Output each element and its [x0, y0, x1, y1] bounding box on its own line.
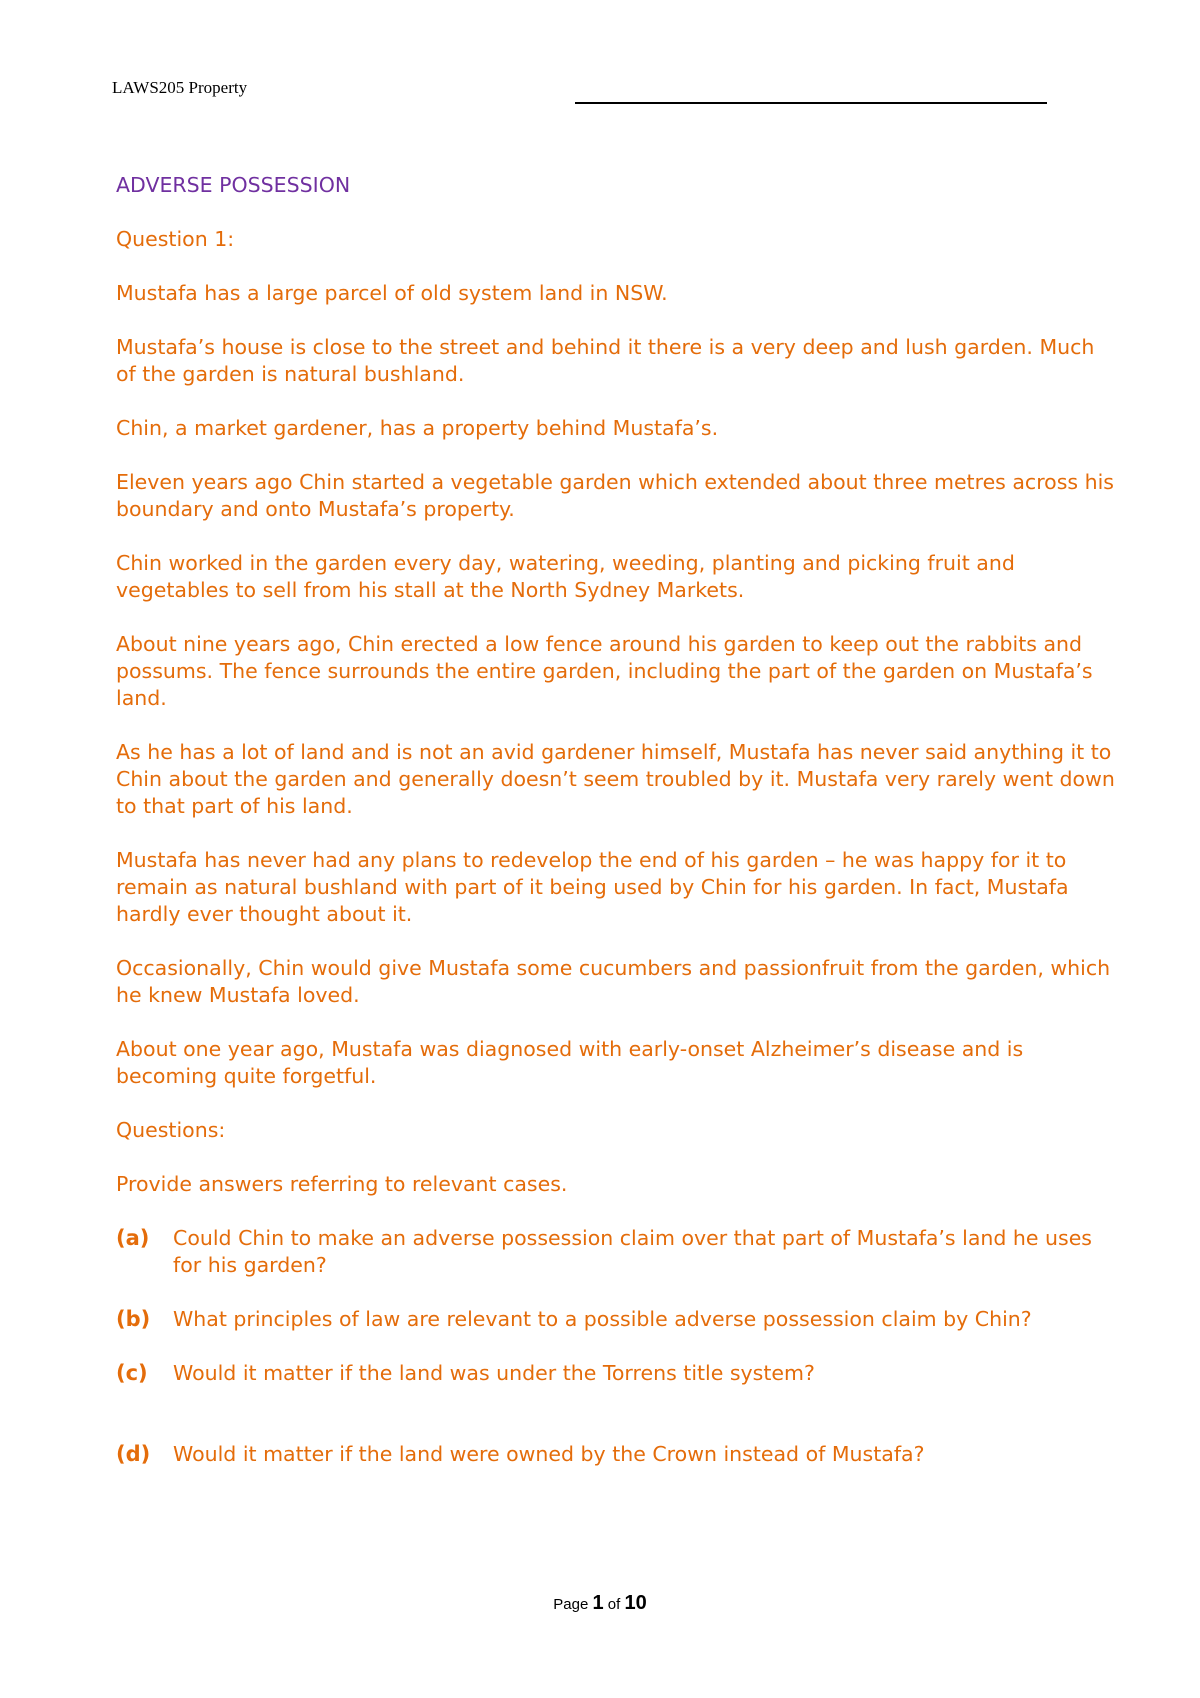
document-body — [116, 172, 1116, 1495]
questions-label: Questions: — [116, 1118, 226, 1142]
question-item — [116, 1225, 1116, 1279]
question-item-label: (d) — [116, 1442, 151, 1466]
section-heading: ADVERSE POSSESSION — [116, 173, 351, 197]
question-item-text: Could Chin to make an adverse possession claim over that part of Mustafa’s land he uses for his garden? — [173, 1226, 1092, 1277]
page-word: Page — [553, 1596, 589, 1613]
question-label: Question 1: — [116, 227, 235, 251]
question-item — [116, 1441, 1116, 1468]
fact-paragraph: Mustafa’s house is close to the street and behind it there is a very deep and lush garden. Much of the garden is natural bushland. — [116, 335, 1095, 386]
fact-paragraph: Occasionally, Chin would give Mustafa some cucumbers and passionfruit from the garden, which he knew Mustafa loved. — [116, 956, 1111, 1007]
current-page-number: 1 — [592, 1592, 604, 1614]
fact-paragraph: As he has a lot of land and is not an avid gardener himself, Mustafa has never said anything it to Chin about the garden and generally doesn’t seem troubled by it. Mustafa very rarely went down to that part of his land. — [116, 740, 1115, 818]
fact-paragraph: Mustafa has never had any plans to redevelop the end of his garden – he was happy for it to remain as natural bushland with part of it being used by Chin for his garden. In fact, Mustafa hardly ever thought about it. — [116, 848, 1069, 926]
question-item — [116, 1360, 1116, 1387]
fact-paragraph: Chin, a market gardener, has a property behind Mustafa’s. — [116, 416, 719, 440]
question-item-label: (c) — [116, 1361, 148, 1385]
fact-paragraph: Mustafa has a large parcel of old system land in NSW. — [116, 281, 668, 305]
question-item — [116, 1306, 1116, 1333]
page-footer — [0, 1592, 1200, 1615]
question-item-text: Would it matter if the land were owned by the Crown instead of Mustafa? — [173, 1442, 925, 1466]
fact-paragraph: Chin worked in the garden every day, watering, weeding, planting and picking fruit and vegetables to sell from his stall at the North Sydney Markets. — [116, 551, 1015, 602]
question-item-label: (a) — [116, 1226, 150, 1250]
of-word: of — [607, 1596, 621, 1613]
course-header: LAWS205 Property — [112, 78, 248, 97]
question-item-text: Would it matter if the land was under the Torrens title system? — [173, 1361, 815, 1385]
instruction-text: Provide answers referring to relevant cases. — [116, 1172, 568, 1196]
fact-paragraph: About nine years ago, Chin erected a low fence around his garden to keep out the rabbits and possums. The fence surrounds the entire garden, including the part of the garden on Mustafa’s land. — [116, 632, 1093, 710]
question-item-text: What principles of law are relevant to a possible adverse possession claim by Chin? — [173, 1307, 1032, 1331]
fact-paragraph: Eleven years ago Chin started a vegetable garden which extended about three metres across his boundary and onto Mustafa’s property. — [116, 470, 1114, 521]
question-item-label: (b) — [116, 1307, 151, 1331]
fact-paragraph: About one year ago, Mustafa was diagnosed with early-onset Alzheimer’s disease and is becoming quite forgetful. — [116, 1037, 1024, 1088]
total-pages-number: 10 — [624, 1592, 647, 1614]
header-rule — [575, 102, 1047, 104]
